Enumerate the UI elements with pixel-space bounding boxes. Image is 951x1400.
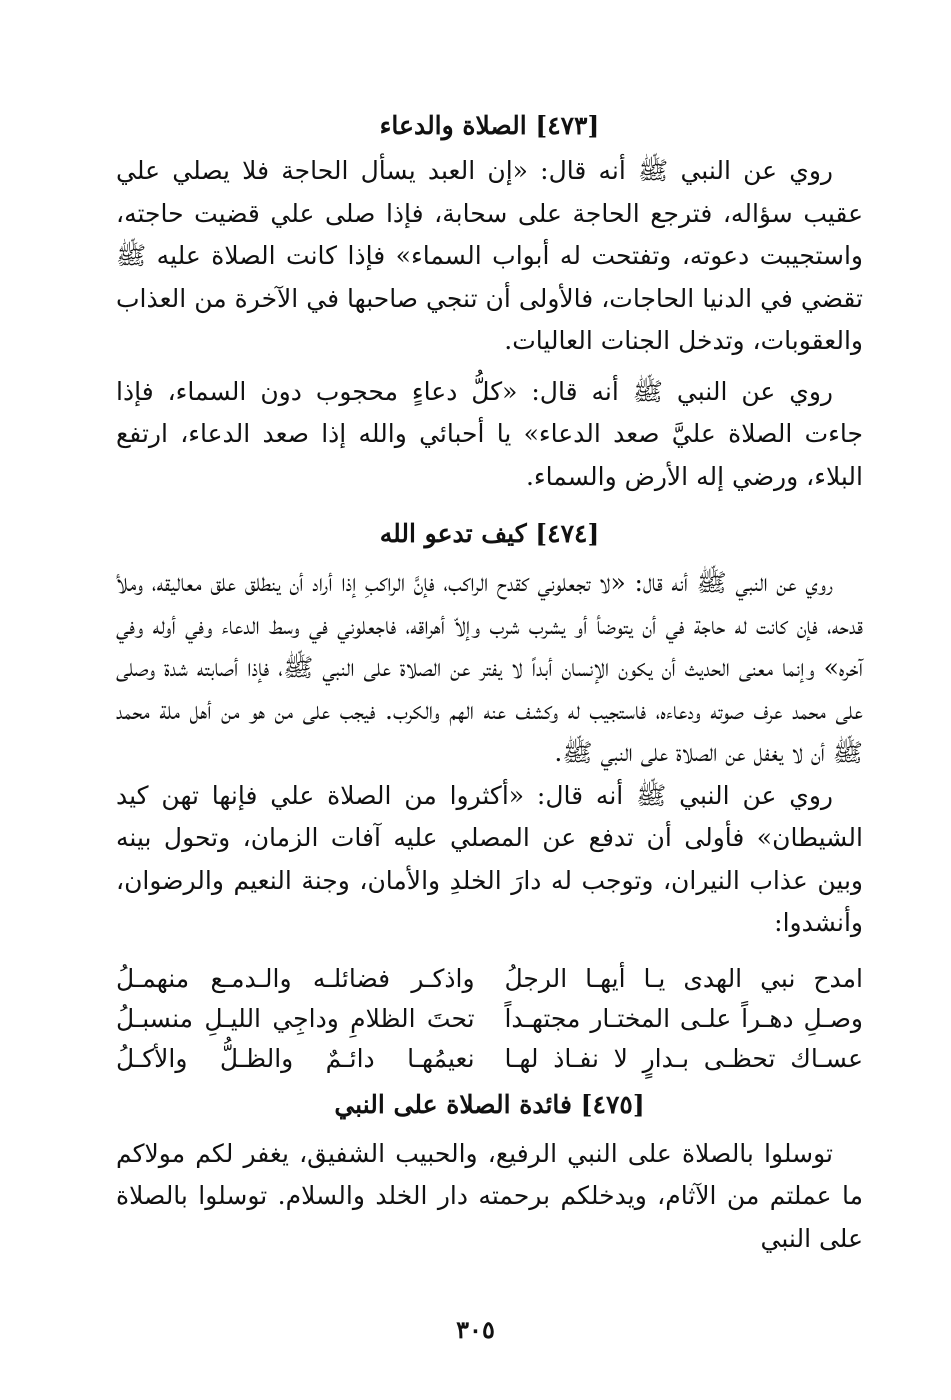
paragraph-474-1: روي عن النبي ﷺ أنه قال: «لا تجعلوني كقدح الراكب، فإنَّ الراكبِ إذا أراد أن ينطلق علق معاليقه، وملأ قدحه، فإن كانت له حاجة في أن يتوضأ أو يشرب شرب وإلاّ أهراقه، فاجعلوني في وسط الدعاء وفي أوله وفي آخره» وإنما معنى الحديث أن يكون الإنسان أبداً لا يفتر عن الصلاة على النبي ﷺ، فإذا أصابته شدة وصلى على محمد عرف صوته ودعاءه، فاستجيب له وكشف عنه الهم والكرب. فيجب على من هو من أهل ملة محمد ﷺ أن لا يغفل عن الصلاة على النبي ﷺ.: [116, 568, 863, 767]
poem-verse: [116, 1039, 863, 1079]
page-number: ٣٠٥: [456, 1315, 495, 1344]
poem-verse: [116, 959, 863, 999]
poem-first-hemistich: امدح نبي الهدى يـا أيهـا الرجلُ: [504, 963, 863, 993]
poem-second-hemistich: نعيمُهـا دائـمٌ والظـلُّ والأكـلُ: [116, 1043, 475, 1073]
poem-second-hemistich: واذكـر فضائلـه والـدمـع منهمـلُ: [116, 963, 475, 993]
section-heading-473: [٤٧٣] الصلاة والدعاء: [379, 111, 600, 140]
poem: [116, 959, 863, 1079]
section-heading-475: [٤٧٥] فائدة الصلاة على النبي: [334, 1089, 645, 1119]
paragraph-473-1: روي عن النبي ﷺ أنه قال: «إن العبد يسأل الحاجة فلا يصلي علي عقيب سؤاله، فترجع الحاجة على سحابة، فإذا صلى علي قضيت حاجته، واستجيبت دعوته، وتفتحت له أبواب السماء» فإذا كانت الصلاة عليه ﷺ تقضي في الدنيا الحاجات، فالأولى أن تنجي صاحبها في الآخرة من العذاب والعقوبات، وتدخل الجنات العاليات.: [116, 156, 863, 355]
poem-verse: [116, 999, 863, 1039]
poem-first-hemistich: عسـاك تحظـى بـدارٍ لا نفـاذ لهـا: [504, 1043, 863, 1073]
section-heading-474: [٤٧٤] كيف تدعو الله: [379, 519, 600, 548]
poem-second-hemistich: تحتَ الظلامِ وداجِي الليـلِ منسبـلُ: [116, 1003, 475, 1033]
poem-first-hemistich: وصـلِ دهـراً علـى المختـار مجتهـداً: [504, 1003, 863, 1033]
paragraph-473-2: روي عن النبي ﷺ أنه قال: «كلُّ دعاءٍ محجوب دون السماء، فإذا جاءت الصلاة عليَّ صعد الدعاء» يا أحبائي والله إذا صعد الدعاء، ارتفع البلاء، ورضي إله الأرض والسماء.: [116, 376, 863, 491]
paragraph-475-1: توسلوا بالصلاة على النبي الرفيع، والحبيب الشفيق، يغفر لكم مولاكم ما عملتم من الآثام، ويدخلكم برحمته دار الخلد والسلام. توسلوا بالصلاة على النبي: [116, 1138, 863, 1253]
paragraph-474-2: روي عن النبي ﷺ أنه قال: «أكثروا من الصلاة علي فإنها تهن كيد الشيطان» فأولى أن تدفع عن المصلي عليه آفات الزمان، وتحول بينه وبين عذاب النيران، وتوجب له دارَ الخلدِ والأمان، وجنة النعيم والرضوان، وأنشدوا:: [116, 780, 863, 937]
